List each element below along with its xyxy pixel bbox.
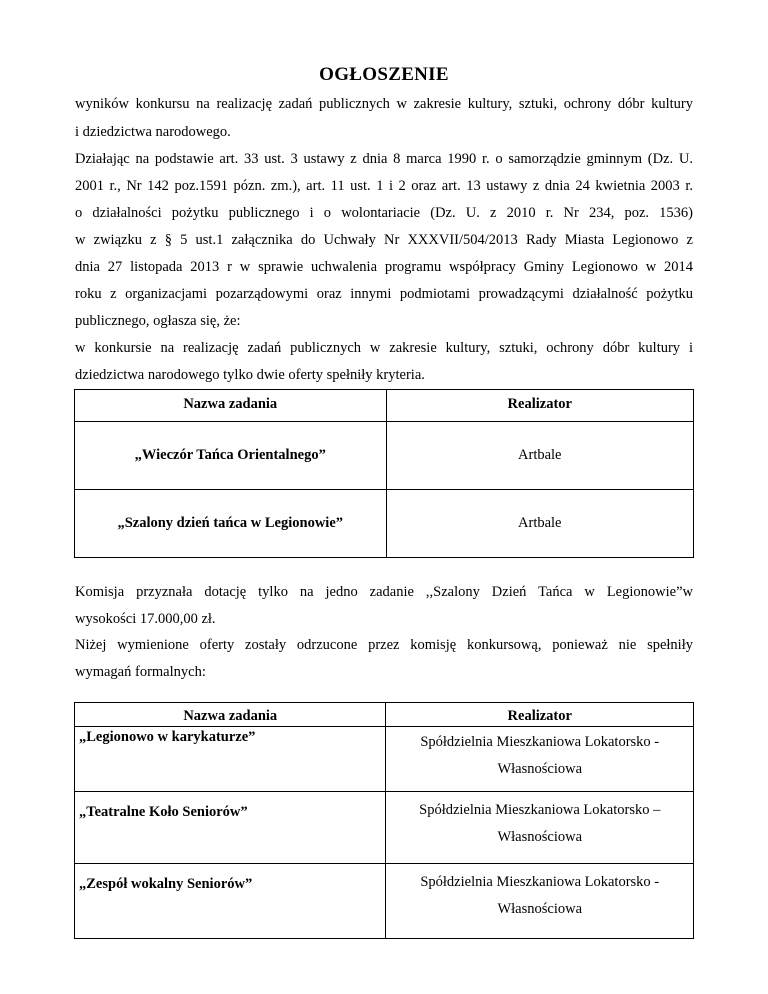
task-name-cell: „Legionowo w karykaturze” [75,727,386,792]
realizer-line-2: Własnościowa [497,901,583,917]
table-header-row [75,703,694,727]
middle-line-3: Niżej wymienione oferty zostały odrzucone przez komisję konkursową, ponieważ nie spełniły [75,637,693,653]
intro-line-6: w związku z § 5 ust.1 załącznika do Uchwały Nr XXXVII/504/2013 Rady Miasta Legionowo z [75,232,693,248]
task-name-cell: „Wieczór Tańca Orientalnego” [75,422,387,490]
middle-line-1: Komisja przyznała dotację tylko na jedno zadanie ,,Szalony Dzień Tańca w Legionowie”w [75,584,693,600]
realizer-cell [386,864,694,939]
column-header-task: Nazwa zadania [75,703,386,727]
intro-line-11: dziedzictwa narodowego tylko dwie oferty spełniły kryteria. [75,367,425,383]
table-row [75,422,694,490]
realizer-cell: Artbale [386,490,693,558]
table-row [75,792,694,864]
intro-line-5: o działalności pożytku publicznego i o wolontariacie (Dz. U. z 2010 r. Nr 234, poz. 1536) [75,205,693,221]
intro-line-2: i dziedzictwa narodowego. [75,124,231,140]
realizer-line-1: Spółdzielnia Mieszkaniowa Lokatorsko - [420,874,660,890]
realizer-cell [386,792,694,864]
intro-line-4: 2001 r., Nr 142 poz.1591 pózn. zm.), art. 11 ust. 1 i 2 oraz art. 13 ustawy z dnia 24 kwietnia 2003 r. [75,178,693,194]
intro-line-8: roku z organizacjami pozarządowymi oraz innymi podmiotami prowadzącymi działalność pożytku [75,286,693,302]
intro-line-10: w konkursie na realizację zadań publicznych w zakresie kultury, sztuki, ochrony dóbr kultury i [75,340,693,356]
page-title: OGŁOSZENIE [319,64,449,85]
task-name-cell: „Szalony dzień tańca w Legionowie” [75,490,387,558]
table-header-row [75,390,694,422]
realizer-line-2: Własnościowa [497,829,583,845]
column-header-task: Nazwa zadania [75,390,387,422]
intro-line-1: wyników konkursu na realizację zadań publicznych w zakresie kultury, sztuki, ochrony dóbr kultury [75,96,693,112]
task-name-cell: „Zespół wokalny Seniorów” [75,864,386,939]
middle-line-4: wymagań formalnych: [75,664,206,680]
middle-line-2: wysokości 17.000,00 zł. [75,611,216,627]
accepted-offers-table [74,389,694,558]
realizer-cell: Artbale [386,422,693,490]
intro-line-7: dnia 27 listopada 2013 r w sprawie uchwalenia programu współpracy Gminy Legionowo w 2014 [75,259,693,275]
table-row [75,864,694,939]
realizer-line-1: Spółdzielnia Mieszkaniowa Lokatorsko – [419,802,661,818]
column-header-realizer: Realizator [386,390,693,422]
intro-line-9: publicznego, ogłasza się, że: [75,313,241,329]
intro-line-3: Działając na podstawie art. 33 ust. 3 ustawy z dnia 8 marca 1990 r. o samorządzie gminnym (Dz. U. [75,151,693,167]
column-header-realizer: Realizator [386,703,694,727]
rejected-offers-table [74,702,694,939]
realizer-line-1: Spółdzielnia Mieszkaniowa Lokatorsko - [420,734,660,750]
table-row [75,490,694,558]
task-name-cell: „Teatralne Koło Seniorów” [75,792,386,864]
realizer-cell [386,727,694,792]
table-row [75,727,694,792]
realizer-line-2: Własnościowa [497,761,583,777]
